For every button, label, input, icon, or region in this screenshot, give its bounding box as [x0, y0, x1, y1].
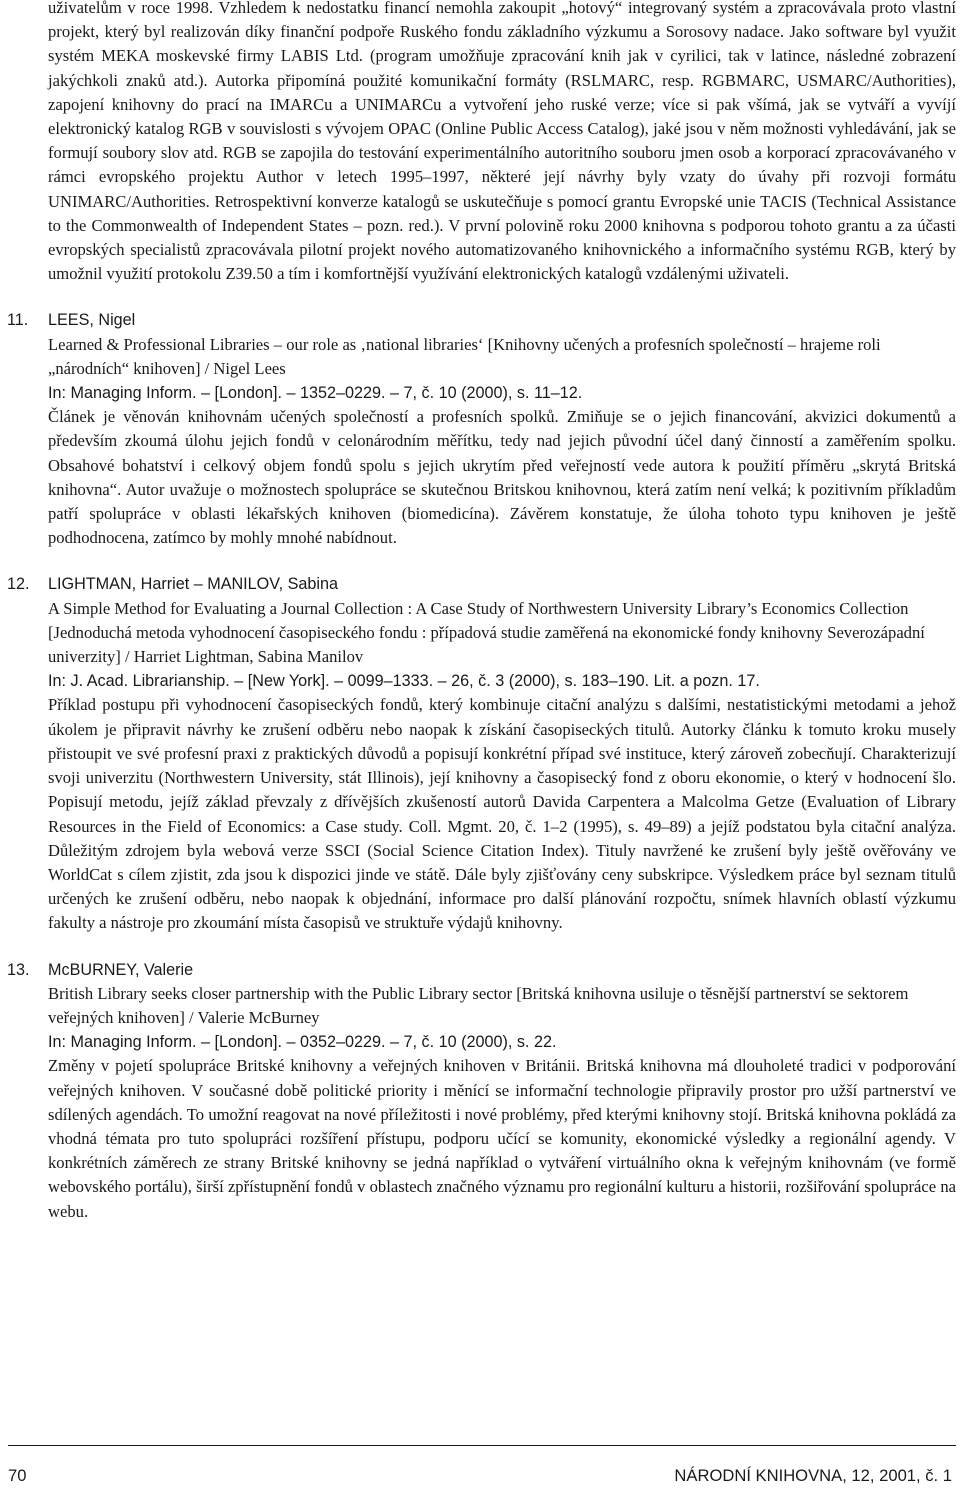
- journal-citation: NÁRODNÍ KNIHOVNA, 12, 2001, č. 1: [674, 1466, 952, 1485]
- entry-author: LEES, Nigel: [48, 311, 136, 330]
- bibliography-entry-12: [7, 572, 956, 935]
- footer-divider: [8, 1445, 956, 1446]
- entry-number: 13.: [7, 960, 30, 979]
- entry-author: McBURNEY, Valerie: [48, 960, 194, 979]
- page-number: 70: [8, 1466, 27, 1485]
- entry-abstract: Změny v pojetí spolupráce Britské knihovny a veřejných knihoven v Británii. Britská knihovna má dlouholeté tradici v podporování veřejných knihoven. V současné době politické priority i měnící se informační technologie připravily prostor pro užší partnerství ve sdílených agendách. To umožní reagovat na nové příležitosti i nové problémy, před kterými knihovny stojí. Britská knihovna pokládá za vhodná témata pro tuto spolupráci rozšíření přístupu, podporu učící se komunity, ekonomické výsledky a regionální agendy. V konkrétních záměrech ze strany Britské knihovny se jedná například o vytváření virtuálního okna k veřejným knihovnám (ve formě webovského portálu), širší zpřístupnění fondů v oblastech značného významu pro regionální kulturu a historii, rozšiřování spolupráce na webu.: [48, 1056, 956, 1221]
- entry-title: British Library seeks closer partnership with the Public Library sector [Britská knihovna usiluje o těsnější partnerství se sektorem veřejných knihoven] / Valerie McBurney: [48, 983, 909, 1027]
- bibliography-entry-11: [7, 308, 956, 550]
- entry-abstract: Příklad postupu při vyhodnocení časopiseckých fondů, který kombinuje citační analýzu s dalšími, nestatistickými metodami a jehož úkolem je připravit návrhy ke zrušení odběru nebo naopak k získání časopiseckých titulů. Autorky článku k tomuto kroku musely přistoupit ve své profesní praxi z praktických důvodů a popisují konkrétní případ své instituce, který zároveň zobecňují. Charakterizují svoji univerzitu (Northwestern University, stát Illinois), její knihovny a časopisecký fond z oboru ekonomie, o který v hodnocení šlo. Popisují metodu, jejíž základ převzaly z dřívějších zkušeností autorů Davida Carpentera a Malcolma Getze (Evaluation of Library Resources in the Field of Economics: a Case study. Coll. Mgmt. 20, č. 1–2 (1995), s. 49–89) a jejíž podstatou byla citační analýza. Důležitým zdrojem byla webová verze SSCI (Social Science Citation Index). Tituly navržené ke zrušení byly ještě ověřovány ve WorldCat s cílem zjistit, zda jsou k dispozici jinde ve státě. Dále byly zjišťovány ceny subskripce. Výsledkem práce byl seznam titulů určených ke zrušení odběru, nebo naopak k objednání, informace pro další plánování rozpočtu, snímek hlavních oblastí výzkumu fakulty a nástroje pro zkoumání místa časopisů ve struktuře výdajů knihovny.: [48, 695, 956, 933]
- page-content: [7, 0, 956, 1224]
- entry-abstract: Článek je věnován knihovnám učených společností a profesních spolků. Zmiňuje se o jejich financování, akvizici dokumentů a především zkoumá úlohu jejich fondů v celonárodním měřítku, tedy nad jejich původní účel daný činností a zaměřením spolku. Obsahové bohatství i celkový objem fondů spolu s jejich ukrytím před veřejností vede autora k použití příměru „skrytá Britská knihovna“. Autor uvažuje o možnostech spolupráce se skutečnou Britskou knihovnou, která zatím není velká; k pozitivním příkladům patří spolupráce v oblasti lékařských knihoven (biomedicína). Závěrem konstatuje, že úloha tohoto typu knihoven je ještě podhodnocena, zatímco by mohly mnohé nabídnout.: [48, 407, 956, 548]
- intro-paragraph: uživatelům v roce 1998. Vzhledem k nedostatku financí nemohla zakoupit „hotový“ integrovaný systém a zpracovávala proto vlastní projekt, který byl realizován díky finanční podpoře Ruského fondu základního výzkumu a Sorosovy nadace. Jako software byl využit systém MEKA moskevské firmy LABIS Ltd. (program umožňuje zpracování knih jak v cyrilici, tak v latince, následné zobrazení jakýchkoli znaků atd.). Autorka připomíná použité komunikační formáty (RSLMARC, resp. RGBMARC, USMARC/Authorities), zapojení knihovny do prací na IMARCu a UNIMARCu a vytvoření jeho ruské verze; více si pak všímá, jak se vytváří a vyvíjí elektronický katalog RGB v souvislosti s vývojem OPAC (Online Public Access Catalog), jaké jsou v něm možnosti vyhledávání, jak se formují soubory slov atd. RGB se zapojila do testování experimentálního autoritního souboru jmen osob a korporací zpracovávaného v rámci evropského projektu Author v letech 1995–1997, některé její návrhy byly vzaty do úvahy při rozvoji formátu UNIMARC/Authorities. Retrospektivní konverze katalogů se uskutečňuje s pomocí grantu Evropské unie TACIS (Technical Assistance to the Commonwealth of Independent States – pozn. red.). V první polovině roku 2000 knihovna s podporou tohoto grantu a za účasti evropských specialistů zpracovávala pilotní projekt nového automatizovaného knihovnického a informačního systému RGB, který by umožnil využití protokolu Z39.50 a tím i komfortnější využívání elektronických katalogů vzdálenými uživateli.: [48, 0, 956, 284]
- entry-source: In: J. Acad. Librarianship. – [New York]. – 0099–1333. – 26, č. 3 (2000), s. 183–190. Lit. a pozn. 17.: [48, 672, 760, 691]
- entry-title: Learned & Professional Libraries – our role as ‚national libraries‘ [Knihovny učených a profesních společností – hrajeme roli „národních“ knihoven] / Nigel Lees: [48, 334, 881, 378]
- entry-number: 12.: [7, 575, 30, 594]
- entry-source: In: Managing Inform. – [London]. – 1352–0229. – 7, č. 10 (2000), s. 11–12.: [48, 384, 583, 403]
- entry-author: LIGHTMAN, Harriet – MANILOV, Sabina: [48, 575, 338, 594]
- entry-source: In: Managing Inform. – [London]. – 0352–0229. – 7, č. 10 (2000), s. 22.: [48, 1033, 557, 1052]
- entry-number: 11.: [7, 311, 29, 330]
- entry-title: A Simple Method for Evaluating a Journal Collection : A Case Study of Northwestern University Library’s Economics Collection [Jednoduchá metoda vyhodnocení časopiseckého fondu : případová studie zaměřená na ekonomické fondy knihovny Severozápadní univerzity] / Harriet Lightman, Sabina Manilov: [48, 598, 925, 667]
- bibliography-entry-13: [7, 958, 956, 1224]
